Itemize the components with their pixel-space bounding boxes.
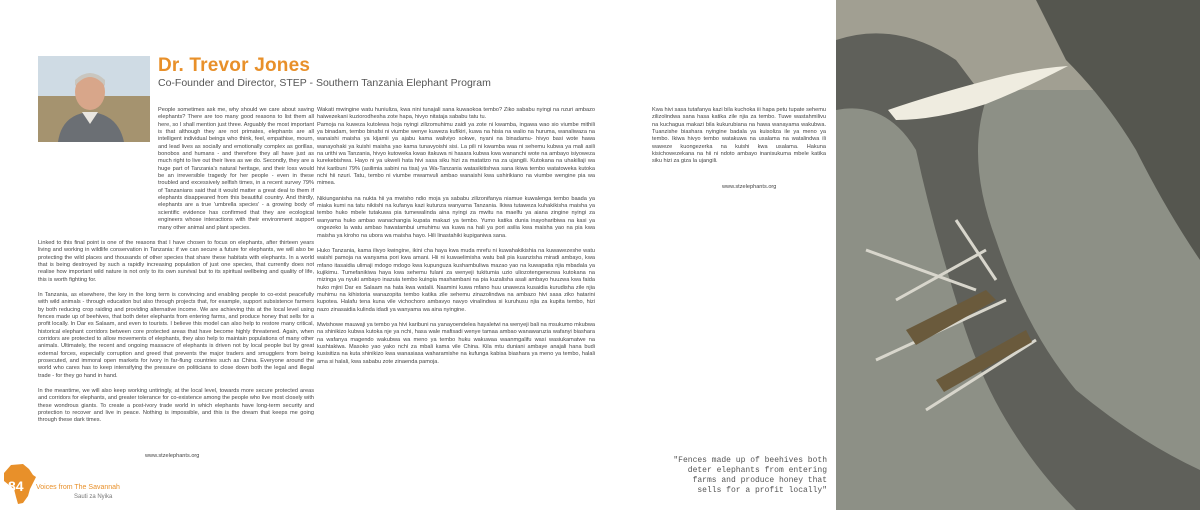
swahili-paragraph: Huko Tanzania, kama ilivyo kwingine, ikini cha haya kwa muda mrefu ni kuwahakikishia na kuwawezeshe watu waishi pamoja na wanyama pori kwa amani. Hii ni kuwaelimisha watu bali pia kuanzisha miradi ambayo, kwa mfano itasaidia ulimaji mdogo mdogo kwa kupunguza kushambuliwa mazao yao na kuwapatia njia mbadala ya kujikimu. Tumefanikiwa haya kwa sehemu fulani za wenyeji tukitumia uzio uliozotengenezwa kutokana na mizinga ya nyuki ambayo inazuia tembo kuingia mashambani na pia kuzalisha asali ambayo huuzwa kwa faida huko mjini Dar es Salaam na hata kwa watalii. Naamini kuwa mfano huu unaweza kusaidia kurudisha zile njia muhimu na kihistoria wanazopita tembo katika zile sehemu zinazolindwa na ambazo hivi sasa ziko hatarini kupotea. Halafu tena kuna vile vichochoro ambavyo navyo vinalindwa si kuruhusu njia za kupita tembo, hizi nazo zinasaidia kulinda idadi ya wanyama wa aina nyingine. (317, 247, 595, 313)
swahili-column (317, 107, 595, 374)
footer-publication-subtitle: Sauti za Nyika (74, 494, 113, 500)
swahili-paragraph: Kwa hivi sasa tutafanya kazi bila kuchoka iii hapa petu tupate sehemu zilizolindwa sana hasa katika zile njia za tembo. Tuwe wastahmilivu na kuchagua makazi bila kukurubiana na hawa wanayama wakubwa. Tuanzishe biashara nyingine badala ya kuisoliza ile ya meno ya tembo. Ikiwa hivyo tembo watakuwa na usalama na watalindwa ili waweze kuongezerka na kuishi kwa usalama. Hakuna kisichowezekana na hii ni ndoto ambayo inanisukuma mbele katika siku hizi za giza la ujangili. (652, 107, 826, 165)
pull-quote: "Fences made up of beehives both deter elephants from entering farms and produce honey that sells for a profit locally" (673, 456, 827, 495)
elephant-trunk-image (836, 0, 1200, 510)
english-paragraph: In the meantime, we will also keep working untiringly, at the local level, towards more secure protected areas and corridors for elephants, and greater tolerance for co-existence among the people who live most closely with these wondrous giants. To create a post-ivory trade world in which elephants have long-term security and protection to recover and live in peace. Nothing is impossible, and this is the dream that keeps me going through these dark times. (38, 388, 314, 424)
footer-publication-title: Voices from The Savannah (36, 484, 120, 491)
website-link-swahili[interactable]: www.stzelephants.org (722, 184, 777, 190)
swahili-paragraph: Pamoja na kuweza kutolewa hoja nyingi zilizomuhimu zaidi ya zote ni kwamba, ingawa wao sio viumbe mithili ya binadam, tembo binafsi ni viumbe wenye kuweza kufikiri, kuwa na hisia na walio na huruma, wanaliwaza na wanaishi maisha ya kijamii ya ajabu kama waliviyo sokwe, nyani na binadamu- hivyo basi wote hawa wanayohaki ya kuishi maisha yao kama tunavyoishi sisi. La pili ni kwamba waa ni sehemu kubwa ya mali asili na urithi wa Tanzania, hivyo kutoweka kwao itakuwa ni hasara kubwa kwa wananchi wote na ambayo isiyoweza kurekebishwa. Hayo ni ya ukweli hata hivi sasa siku hizi za matatizo na za ujangili. Kutokana na uhakiliaji wa hivi karibuni 79% (asilimia sabini na tisa) ya Wa-Tanzania watasikitishwa sana ikiwa tembo watatoweka kutoka nchi hii nzuri. Tatu, tembo ni viumbe mwamvuli ambao wanaishi kwa ushirikiano na viumbe wengine pia wa mimea. (317, 121, 595, 187)
elephant-photo (836, 0, 1200, 510)
english-paragraph: People sometimes ask me, why should we care about saving elephants? There are too many good reasons to list them all here, so I shall mention just three. Arguably the most important is that although they are not primates, elephants are all intelligent individual beings who think, feel, empathise, mourn, and lead lives as socially and emotionally complex as gorillas, bonobos and humans - and therefore they all have just as much right to live out their lives as we do. Secondly, they are a huge part of Tanzania's natural heritage, and their loss would be an irreversible tragedy for her people - even in these troubled and excessively selfish times, in a recent survey 79% of Tanzanians said that it would matter a great deal to them if elephants disappeared from this beautiful country. And thirdly, elephants are a true 'umbrella species' - a growing body of scientific evidence has confirmed that they are ecological engineers whose interactions with their environment support many other animal and plant species. (158, 107, 314, 231)
website-link-english[interactable]: www.stzelephants.org (145, 453, 200, 459)
swahili-paragraph: Mwishowe mauwaji ya tembo ya hivi karibuni na yanayoendelea hayaletwi na wenyeji bali na msukumo mkubwa na shinikizo kubwa kutoka nje ya nchi, hasa wale mafisadi wenye tamaa ambao wanawaruzia wafanyi biashara na wafanya magendo wakubwa wa meno ya tembo huku wakuwaa waanmgalifu wasi wasiukamatwe na kushtakiwa. Masoko yao yako nchi za mbali kama vile China. Kila mtu duniani ambaye anajali hana budi kusisitiza na kuta shinikizo kwa wanasiasa waharamishe na kufunga kabisa biashara ya meno ya tembo, halali ama si halali, kwa sababu zote zinaenda pamoja. (317, 321, 595, 365)
swahili-paragraph: Wakati mwingine watu huniuliza, kwa nini tunajali sana kuwaokoa tembo? Ziko sababu nyingi na nzuri ambazo haiwezekani kuziorodhesha zote hapa, hivyo nitataja sababu tatu tu. (317, 107, 595, 121)
article-subtitle: Co-Founder and Director, STEP - Southern Tanzania Elephant Program (158, 77, 491, 89)
article-title: Dr. Trevor Jones (158, 55, 311, 76)
swahili-paragraph: Nikiunganisha na nukta hii ya mwisho ndio moja ya sababu zilizonifanya niamue kuwalenga tembo baada ya miaka kumi na tatu nikiishi na kufanya kazi kutunza wanyama Tanzania. Ikiwa tutaweza kuhakikisha maisha ya tembo huko mbele tutakuwa pia tumewalinda aina nyingi za mwitu na maelfu ya aiana zingine nyingi za wanyama huko ambao wanachangia kupata makazi ya tembo. Yumo katika dunia inayoharibiwa na kasi ya ongezeko la watu ambao hawatambui umuhimu wa kuwa na hali ya pori asilia kwa maisha yao na pia kwa maisha ya kiroho na ubora wa maisha hayo. Hili linastahiki kupiganiwa sana. (317, 195, 595, 239)
english-paragraph: Linked to this final point is one of the reasons that I have chosen to focus on elephants, after thirteen years living and working in wildlife conservation in Tanzania: if we can secure a future for elephants, we will also be protecting the wild places and thousands of other species that share these habitats with elephants. In a world that is being destroyed by such a rapidly increasing population of just one species, that currently does not realise how important wild nature is not only to its own survival but to its spiritual wellbeing and quality of life, this is worth fighting for. (38, 239, 314, 283)
swahili-column-continued (652, 107, 826, 174)
english-paragraph: In Tanzania, as elsewhere, the key in the long term is convincing and enabling people to co-exist peacefully with wild animals - through education but also through projects that, for example, support subsistence farmers by both reducing crop raiding and providing alternative income. We are achieving this at the local level using fences made up of beehives, that both deter elephants from entering farms, and produce honey that sells for a profit locally. In Dar es Salaam, and even to tourists. I believe this model can also help to restore many critical, historical elephant corridors between core protected areas that have become highly threatened. Again, when corridors are protected to allow movements of elephants, they also help to maintain populations of many other animals. Ultimately, the recent and ongoing massacre of elephants is driven not by local people but by great external forces, especially corruption and greed that prevents the major traders and smugglers from being prosecuted, and immoral open markets for ivory in far-flung countries such as China. Everyone around the world who cares has to keep intensifying the pressure on politicians to close down both the legal and illegal trade - for they go hand in hand. (38, 291, 314, 379)
page-number: 84 (8, 478, 24, 494)
english-column (38, 107, 314, 433)
